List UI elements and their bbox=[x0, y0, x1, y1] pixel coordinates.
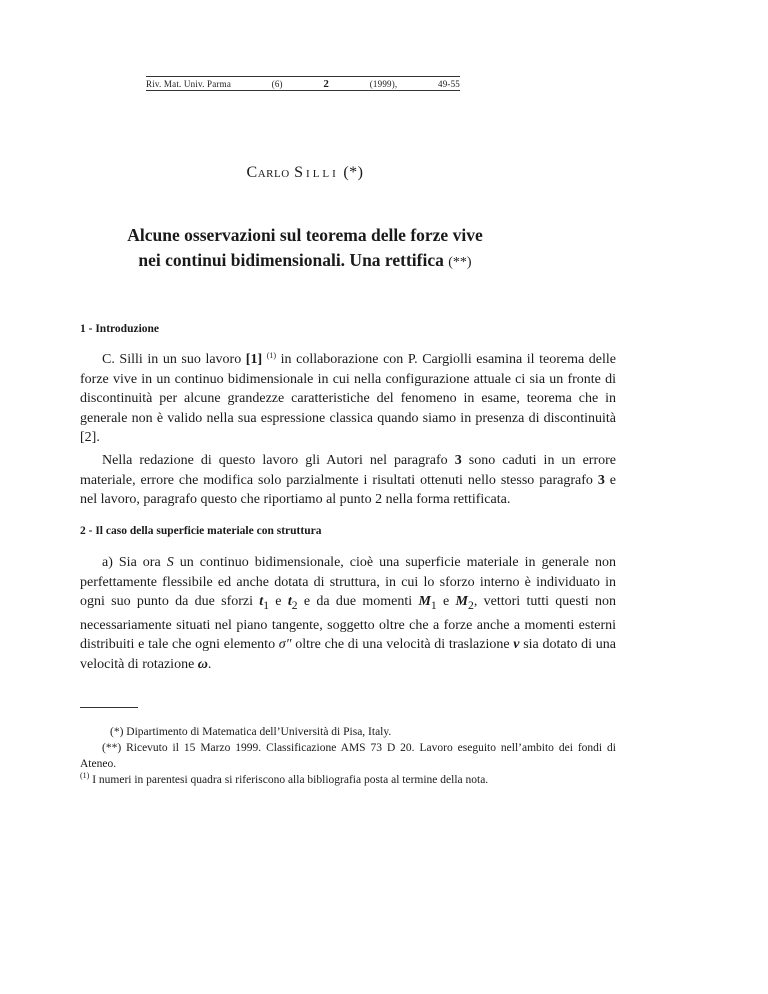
text-run: a) Sia ora bbox=[102, 555, 167, 570]
footnote-mark: (1) bbox=[80, 771, 90, 780]
author-first-name: Carlo bbox=[246, 164, 290, 181]
math-subscript: 1 bbox=[430, 598, 437, 612]
text-run: Nella redazione di questo lavoro gli Autori nel paragrafo bbox=[102, 453, 455, 468]
math-subscript: 1 bbox=[263, 598, 270, 612]
math-symbol: v bbox=[513, 637, 520, 653]
text-run: . bbox=[207, 656, 212, 672]
footnote-rule bbox=[80, 707, 138, 708]
section-heading-introduzione: 1 - Introduzione bbox=[80, 323, 160, 335]
text-run: in collaborazione con P. Cargiolli esamina il teorema delle forze vive in un continuo bidimensionale in cui nella configurazione attuale ci sia un fronte di discontinuità per alcune grandezze caratteristiche del fenomeno in esame, teorema che in generale non è valido nella sua espressione classica quando siamo in presenza di discontinuità [2]. bbox=[80, 352, 616, 446]
text-run: , vettori tutti questi non necessariamente situati nel piano tangente, soggetto oltre che a forze anche a momenti esterni distribuiti e tale che ogni elemento bbox=[80, 594, 617, 653]
paragraph-superficie bbox=[80, 553, 616, 674]
text-run: e da due momenti bbox=[297, 594, 419, 610]
journal-pages: 49-55 bbox=[438, 78, 460, 89]
author-footnote-mark: (*) bbox=[343, 164, 364, 181]
text-run: oltre che di una velocità di traslazione bbox=[291, 637, 514, 653]
journal-name: Riv. Mat. Univ. Parma bbox=[146, 78, 232, 89]
text-run: e bbox=[436, 594, 456, 610]
math-symbol: ω bbox=[197, 656, 208, 672]
journal-series: (6) bbox=[271, 78, 283, 89]
journal-volume: 2 bbox=[323, 77, 330, 90]
footnote-ref: (1) bbox=[266, 351, 277, 360]
title-footnote-mark: (**) bbox=[448, 255, 472, 270]
author-last-name: Silli bbox=[294, 164, 339, 181]
footnote-affiliation: (*) Dipartimento di Matematica dell’Università di Pisa, Italy. bbox=[110, 726, 392, 738]
text-run: sono caduti in un errore materiale, errore che modifica solo parzialmente i risultati ottenuti nello stesso paragrafo bbox=[80, 453, 616, 488]
math-subscript: 2 bbox=[291, 598, 298, 612]
journal-year: (1999), bbox=[369, 78, 398, 89]
footnote-received: (**) Ricevuto il 15 Marzo 1999. Classificazione AMS 73 D 20. Lavoro eseguito nell’ambito dei fondi di Ateneo. bbox=[80, 742, 616, 770]
section-heading-superficie: 2 - Il caso della superficie materiale con struttura bbox=[80, 525, 322, 537]
text-run: sia dotato di una velocità di rotazione bbox=[80, 637, 616, 672]
paper-title bbox=[0, 223, 610, 275]
title-line-2-text: nei continui bidimensionali. Una rettifica bbox=[138, 250, 444, 270]
math-symbol: M bbox=[418, 594, 431, 610]
section-ref: 3 bbox=[597, 472, 605, 488]
title-line-1: Alcune osservazioni sul teorema delle forze vive bbox=[127, 225, 483, 245]
math-symbol: M bbox=[455, 594, 468, 610]
section-ref: 3 bbox=[454, 453, 462, 468]
journal-header bbox=[146, 76, 460, 91]
math-symbol: S bbox=[166, 555, 174, 570]
math-subscript: 2 bbox=[467, 598, 474, 612]
math-symbol: t bbox=[287, 594, 292, 610]
header-rule-bottom bbox=[146, 90, 460, 91]
math-symbol: σ″ bbox=[278, 637, 292, 653]
author-line bbox=[0, 164, 610, 182]
text-run: un continuo bidimensionale, cioè una superficie materiale in generale non perfettamente flessibile ed anche dotata di struttura, in cui lo sforzo interno è individuato in ogni suo punto da due sforzi bbox=[80, 555, 616, 610]
citation-ref: [1] bbox=[245, 352, 263, 367]
paragraph-intro-1 bbox=[80, 350, 616, 448]
text-run: C. Silli in un suo lavoro bbox=[102, 352, 246, 367]
title-line-2 bbox=[0, 248, 610, 275]
text-run: e nel lavoro, paragrafo questo che riportiamo al punto 2 nella forma rettificata. bbox=[80, 472, 617, 508]
paragraph-intro-2 bbox=[80, 451, 616, 510]
footnote-references bbox=[80, 772, 616, 788]
footnote-text: I numeri in parentesi quadra si riferiscono alla bibliografia posta al termine della nota. bbox=[89, 774, 489, 786]
text-run: e bbox=[269, 594, 288, 610]
math-symbol: t bbox=[259, 594, 264, 610]
